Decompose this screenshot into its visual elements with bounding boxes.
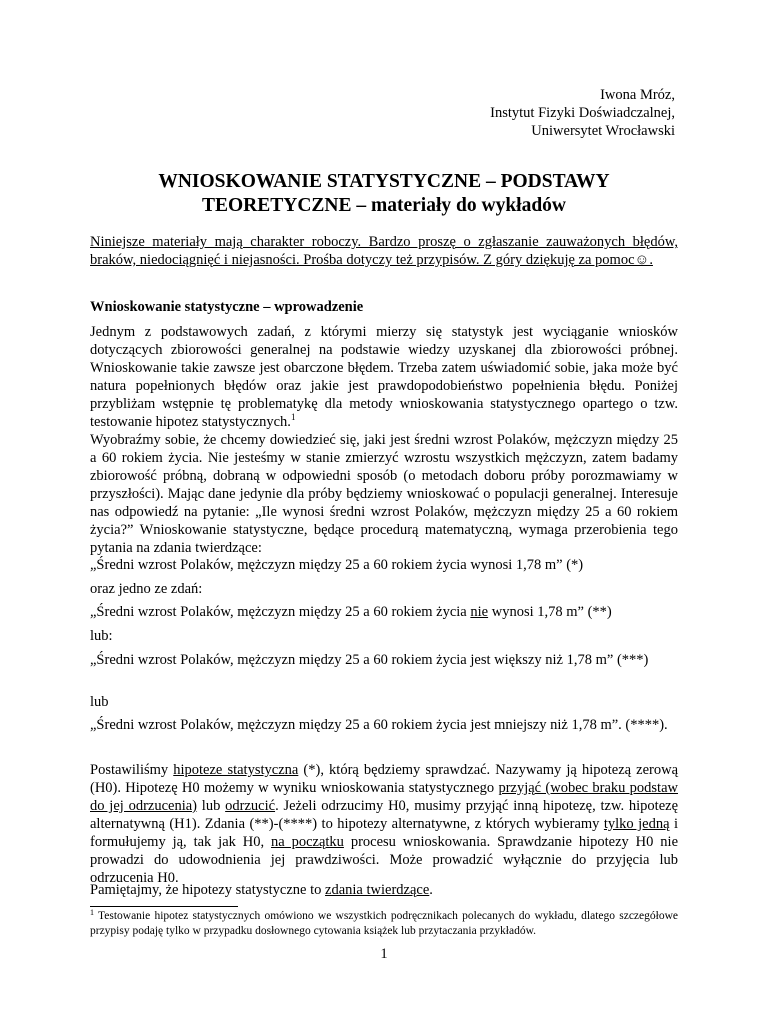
- document-title: [90, 170, 678, 218]
- working-notice: Niniejsze materiały mają charakter roboczy. Bardzo proszę o zgłaszanie zauważonych błędów, braków, niedociągnięć i niejasności. Prośba dotyczy też przypisów. Z góry dziękuję za pomoc☺.: [90, 234, 678, 268]
- paragraph-text: .: [429, 882, 433, 898]
- paragraph-hypotheses: [90, 761, 678, 887]
- footnote: [90, 909, 678, 939]
- paragraph-text: i formułujemy ją, tak jak H0,: [90, 816, 679, 850]
- paragraph-text: lub: [197, 798, 226, 814]
- statement-text: „Średni wzrost Polaków, mężczyzn między 25 a 60 rokiem życia: [90, 604, 471, 620]
- author-institute: Instytut Fizyki Doświadczalnej,: [490, 105, 675, 121]
- author-name: Iwona Mróz,: [600, 87, 675, 103]
- underlined-phrase: tylko jedną: [603, 816, 670, 832]
- underlined-phrase: zdania twierdzące: [325, 882, 430, 898]
- footnote-divider: [90, 906, 238, 907]
- connector-text: lub: [90, 694, 109, 710]
- connector-text: oraz jedno ze zdań:: [90, 581, 203, 597]
- paragraph-example: Wyobraźmy sobie, że chcemy dowiedzieć się, jaki jest średni wzrost Polaków, mężczyzn między 25 a 60 rokiem życia. Nie jesteśmy w stanie zmierzyć wzrostu wszystkich mężczyzn, zatem badamy zbiorowość próbną, dobraną w odpowiedni sposób (o metodach doboru próby porozmawiamy w przyszłości). Mając dane jedynie dla próby będziemy wnioskować o populacji generalnej. Interesuje nas odpowiedź na pytanie: „Ile wynosi średni wzrost Polaków, mężczyzn między 25 a 60 rokiem życia?” Wnioskowanie statystyczne, będące procedurą matematyczną, wymaga przerobienia tego pytania na zdania twierdzące:: [90, 432, 678, 556]
- underlined-phrase: na początku: [271, 834, 344, 850]
- statement-text: wynosi 1,78 m” (**): [488, 604, 612, 620]
- page-number: 1: [380, 946, 388, 962]
- paragraph-introduction: [90, 323, 678, 431]
- footnote-number: 1: [90, 908, 94, 917]
- author-university: Uniwersytet Wrocławski: [531, 123, 675, 139]
- underlined-phrase: odrzucić: [225, 798, 276, 814]
- section-heading: Wnioskowanie statystyczne – wprowadzenie: [90, 299, 364, 315]
- statement-h1-not-equal: [90, 603, 678, 621]
- paragraph-introduction-text: Jednym z podstawowych zadań, z którymi mierzy się statystyk jest wyciąganie wniosków dotyczących zbiorowości generalnej na podstawie wiedzy uzyskanej dla zbiorowości próbnej. Wnioskowanie takie zawsze jest obarczone błędem. Trzeba zatem uświadomić sobie, jaka może być natura popełnionych błędów oraz jakie jest prawdopodobieństwo popełnienia błędu. Poniżej przybliżam wstępnie tę problematykę dla metody wnioskowania statystycznego opartego o tzw. testowanie hipotez statystycznych.: [90, 324, 678, 430]
- author-block: [490, 86, 675, 140]
- connector-text: lub:: [90, 628, 113, 644]
- statement-h1-less: „Średni wzrost Polaków, mężczyzn między 25 a 60 rokiem życia jest mniejszy niż 1,78 m”. (****).: [90, 717, 668, 733]
- paragraph-text: . Jeżeli odrzucimy H0, musimy przyjąć inną hipotezę, tzw. hipotezę alternatywną (H1). Zdania (**)-(****) to hipotezy alternatywne, z których wybieramy: [90, 798, 679, 832]
- title-line-2: TEORETYCZNE – materiały do wykładów: [201, 195, 567, 216]
- statement-h1-greater: „Średni wzrost Polaków, mężczyzn między 25 a 60 rokiem życia jest większy niż 1,78 m” (***): [90, 652, 649, 668]
- paragraph-text: Pamiętajmy, że hipotezy statystyczne to: [90, 882, 326, 898]
- statement-h0: „Średni wzrost Polaków, mężczyzn między 25 a 60 rokiem życia wynosi 1,78 m” (*): [90, 557, 584, 573]
- underlined-word: nie: [470, 604, 489, 620]
- title-line-1: WNIOSKOWANIE STATYSTYCZNE – PODSTAWY: [158, 171, 610, 192]
- paragraph-remember: [90, 881, 678, 899]
- paragraph-text: (*), którą będziemy sprawdzać. Nazywamy ją hipotezą zerową (H0). Hipotezę H0 możemy w wyniku wnioskowania statystycznego: [90, 762, 679, 796]
- underlined-phrase: przyjąć (wobec braku podstaw do jej odrzucenia): [90, 780, 678, 814]
- paragraph-text: procesu wnioskowania. Sprawdzanie hipotezy H0 nie prowadzi do udowodnienia jej prawdziwości. Może prowadzić wyłącznie do przyjęcia lub odrzucenia H0.: [90, 834, 678, 886]
- underlined-phrase: hipoteze statystyczna: [173, 762, 299, 778]
- footnote-reference[interactable]: 1: [290, 412, 296, 422]
- paragraph-text: Postawiliśmy: [90, 762, 174, 778]
- footnote-text: Testowanie hipotez statystycznych omówiono we wszystkich podręcznikach polecanych do wykładu, dlatego szczegółowe przypisy podaję tylko w przypadku dosłownego cytowania książek lub przytaczania przykładów.: [90, 910, 678, 937]
